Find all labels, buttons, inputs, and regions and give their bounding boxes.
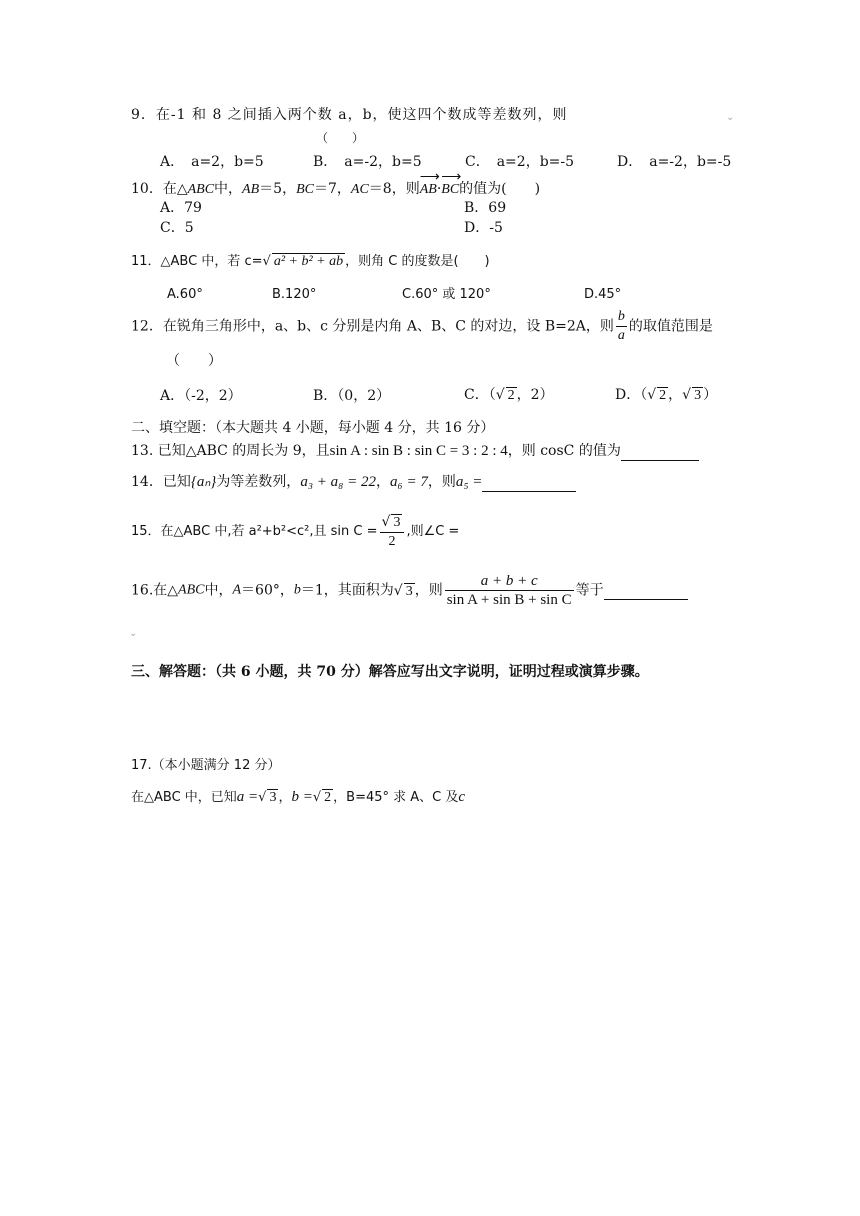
q9-option-c: C． a=2，b=-5 [465,154,575,170]
q12-option-c-radicand: 2 [507,388,515,403]
q11-option-c: C.60° 或 120° [402,287,491,302]
q12-option-c [464,386,554,404]
q10-stem [131,180,540,199]
q13-stem-a: 13. 已知△ABC 的周长为 9，且 [131,443,330,459]
radical-icon: √ [393,582,403,599]
q12-option-d-pre: D．（ [615,387,648,403]
radical-icon: √ [495,387,505,403]
q12-frac-den: a [617,328,625,343]
q9-option-d: D． a=-2，b=-5 [617,154,732,170]
radical-icon: √ [381,514,391,530]
q11-radicand: a² + b² + ab [273,254,344,269]
q13-stem [131,442,699,461]
q14-expr-2: a₆ = 7 [390,474,428,490]
q16-stem-c: ，则 [414,582,443,599]
q15-stem-b: ,则∠C = [406,524,460,539]
q10-option-d: D．-5 [464,220,503,236]
q13-expr: sin A : sin B : sin C = 3 : 2 : 4 [329,443,508,459]
q17-a-expr: a = [236,789,259,805]
q15-stem [131,513,459,551]
q16-fraction [445,572,574,609]
q10-abc: ABC [187,182,215,197]
q15-stem-a: 15．在△ABC 中,若 a²+b²<c²,且 sin C = [131,524,378,539]
q10-stem-c: 的值为( ) [459,181,541,197]
q14-expr-3: a₅ = [455,474,483,490]
q17-title: 17.（本小题满分 12 分） [131,758,281,773]
q14-sep: ， [376,474,390,490]
q10-ab: AB [242,182,260,197]
q14-stem [131,473,576,492]
q12-stem-a: 12．在锐角三角形中，a、b、c 分别是内角 A、B、C 的对边，设 B=2A，则 [131,318,614,335]
q16-b: b [293,582,301,598]
q17-c: c [458,789,466,805]
q16-area-root [394,583,415,599]
q10-stem-a: 10．在△ [131,181,188,197]
q16-a: A [232,582,242,598]
q17-b-radicand: 2 [324,790,332,805]
q12-option-c-pre: C．（ [464,387,496,403]
q14-answer-blank[interactable] [482,473,576,492]
q14-stem-b: 为等差数列， [216,474,301,490]
q10-option-b: B．69 [464,200,507,216]
q11-stem-b: ，则角 C 的度数是( ) [345,254,490,269]
q15-fraction [380,513,405,551]
q9-mark: ⌄ [726,112,735,123]
q17-sep: ， [278,790,292,805]
radical-icon: √ [647,387,657,403]
q12-option-b: B．（0，2） [313,388,391,404]
q16-stem-d: 等于 [575,582,604,599]
q10-ac-val: ＝8，则 [368,181,420,197]
q16-answer-blank[interactable] [604,581,688,600]
q13-answer-blank[interactable] [621,442,699,461]
radical-icon: √ [312,790,322,805]
q15-frac-den: 2 [388,534,396,549]
q17-stem-b: ，B=45° 求 A、C 及 [333,790,459,805]
q14-stem-c: ，则 [427,474,456,490]
q17-stem-a: 在△ABC 中，已知 [131,790,237,805]
q15-frac-num: 3 [393,515,401,530]
q16-stem-b: 中， [204,582,233,599]
q12-stem [131,308,713,345]
q12-option-d-post: ） [703,387,718,403]
q17-b-expr: b = [291,789,313,805]
q16-a-val: ＝60°， [241,582,294,599]
q12-option-d [615,386,717,404]
q12-option-d-radicand-2: 3 [694,388,702,403]
q11-stem [131,253,490,271]
q14-expr-1: a₃ + a₈ = 22 [300,474,376,490]
q9-option-a: A． a=2，b=5 [160,154,264,170]
q16-abc: ABC [178,582,205,598]
q10-bc-val: ＝7， [313,181,351,197]
q17-a-radicand: 3 [269,790,277,805]
radical-icon: √ [682,387,692,403]
q13-stem-b: ，则 cosC 的值为 [507,443,621,459]
q10-bc: BC [296,182,314,197]
q16-frac-den: sin A + sin B + sin C [446,592,572,608]
q11-option-b: B.120° [272,287,317,302]
q10-ac: AC [350,182,369,197]
radical-icon: √ [258,790,267,805]
q16-b-val: ＝1，其面积为 [300,582,394,599]
q16-stem-a: 16.在△ [131,582,179,599]
q12-option-c-post: ，2） [516,387,554,403]
q10-stem-b: 中， [214,181,243,197]
q16-radicand: 3 [405,583,413,599]
q10-option-c: C．5 [160,220,194,236]
q10-dot: · [436,181,442,197]
q12-paren: （ ） [166,353,222,369]
q9-option-b: B． a=-2，b=5 [313,154,422,170]
q14-seq: {aₙ} [190,474,217,490]
q12-option-d-radicand-1: 2 [659,388,667,403]
q15-frac-num-wrap [380,513,405,533]
q10-ab-val: ＝5， [259,181,297,197]
q11-option-a: A.60° [167,287,203,302]
q10-option-a: A．79 [160,200,202,216]
q9-stem: 9．在-1 和 8 之间插入两个数 a，b，使这四个数成等差数列，则 [131,107,568,123]
q16-frac-num: a + b + c [445,572,574,591]
q12-option-a: A．（-2，2） [160,388,242,404]
q10-vector-ab: ⟶ AB [420,181,437,199]
q12-stem-b: 的取值范围是 [628,318,713,335]
q12-fraction [616,308,627,345]
radical-icon: √ [262,254,271,269]
q14-stem-a: 14．已知 [131,474,191,490]
q17-stem [131,788,465,807]
q12-frac-num: b [616,308,627,327]
q9-paren: （ ） [316,131,365,145]
q16-stem [131,572,688,609]
q12-option-d-mid: ， [668,387,683,403]
q11-option-d: D.45° [584,287,622,302]
section-2-heading: 二、填空题：（本大题共 4 小题，每小题 4 分，共 16 分） [131,420,495,436]
q16-mark: ⌄ [129,628,138,639]
q11-stem-a: 11．△ABC 中，若 c= [131,254,263,269]
q10-vector-bc: ⟶ BC [441,181,459,199]
section-3-heading: 三、解答题：（共 6 小题，共 70 分）解答应写出文字说明，证明过程或演算步骤。 [131,664,649,680]
